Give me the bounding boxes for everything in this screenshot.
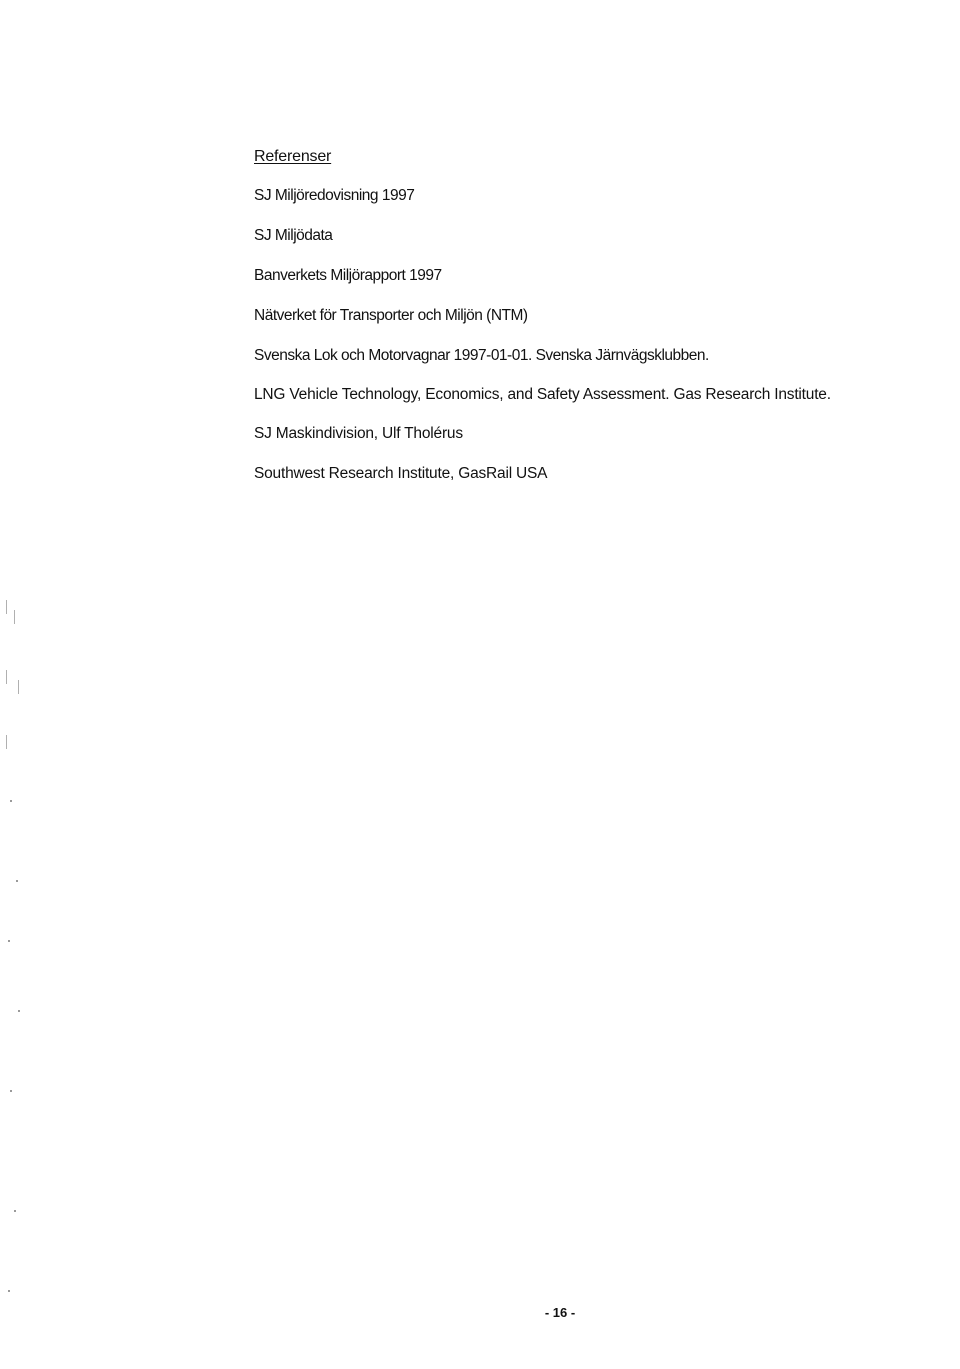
references-list (254, 186, 884, 504)
scan-margin-artifacts (0, 0, 30, 1369)
reference-item: Nätverket för Transporter och Miljön (NTM) (254, 307, 528, 324)
reference-item: SJ Miljödata (254, 227, 333, 244)
reference-item: Svenska Lok och Motorvagnar 1997-01-01. Svenska Järnvägsklubben. (254, 347, 709, 364)
reference-item: SJ Miljöredovisning 1997 (254, 187, 415, 204)
reference-item: LNG Vehicle Technology, Economics, and Safety Assessment. Gas Research Institute. (254, 386, 831, 403)
page-number: - 16 - (544, 1305, 576, 1320)
reference-item: Southwest Research Institute, GasRail USA (254, 465, 548, 482)
reference-item: SJ Maskindivision, Ulf Tholérus (254, 425, 463, 442)
reference-item: Banverkets Miljörapport 1997 (254, 267, 442, 284)
references-heading: Referenser (254, 148, 332, 165)
